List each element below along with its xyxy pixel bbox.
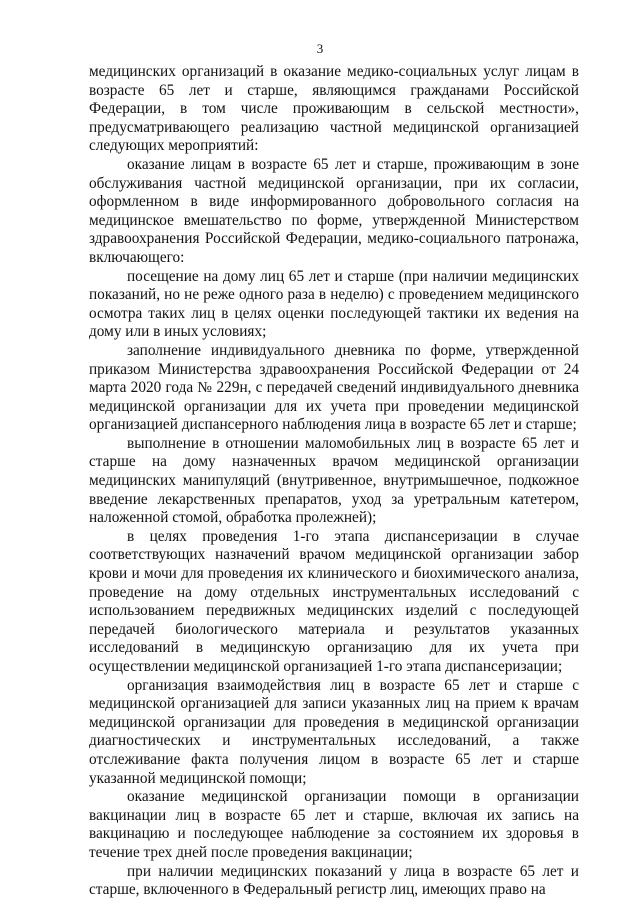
paragraph-continuation: медицинских организаций в оказание медико-социальных услуг лицам в возрасте 65 лет и старше, являющимся гражданами Российской Федерации, в том числе проживающим в сельской местности», предусматривающего реализацию частной медицинской организацией следующих мероприятий: — [89, 63, 579, 155]
paragraph-dispensarization: в целях проведения 1-го этапа диспансеризации в случае соответствующих назначений врачом медицинской организации забор крови и мочи для проведения их клинического и биохимического анализа, проведение на дому отдельных инструментальных исследований с использованием передвижных медицинских изделий с последующей передачей биологического материала и результатов указанных исследований в медицинскую организацию для их учета при осуществлении медицинской организацией 1-го этапа диспансеризации; — [89, 527, 579, 675]
paragraph-interaction: организация взаимодействия лиц в возрасте 65 лет и старше с медицинской организацией для записи указанных лиц на прием к врачам медицинской организации для проведения в медицинской организации диагностических и инструментальных исследований, а также отслеживание факта получения лицом в возрасте 65 лет и старше указанной медицинской помощи; — [89, 676, 579, 787]
document-body — [89, 63, 579, 900]
paragraph-medical-indications: при наличии медицинских показаний у лица в возрасте 65 лет и старше, включенного в Федеральный регистр лиц, имеющих право на — [89, 862, 579, 899]
paragraph-home-visit: посещение на дому лиц 65 лет и старше (при наличии медицинских показаний, но не реже одного раза в неделю) с проведением медицинского осмотра таких лиц в целях оценки последующей тактики их ведения на дому или в иных условиях; — [89, 267, 579, 341]
paragraph-patronage: оказание лицам в возрасте 65 лет и старше, проживающим в зоне обслуживания частной медицинской организации, при их согласии, оформленном в виде информированного добровольного согласия на медицинское вмешательство по форме, утвержденной Министерством здравоохранения Российской Федерации, медико-социального патронажа, включающего: — [89, 155, 579, 266]
paragraph-manipulations: выполнение в отношении маломобильных лиц в возрасте 65 лет и старше на дому назначенных врачом медицинской организации медицинских манипуляций (внутривенное, внутримышечное, подкожное введение лекарственных препаратов, уход за уретральным катетером, наложенной стомой, обработка пролежней); — [89, 434, 579, 527]
paragraph-diary: заполнение индивидуального дневника по форме, утвержденной приказом Министерства здравоохранения Российской Федерации от 24 марта 2020 года № 229н, с передачей сведений индивидуального дневника медицинской организации для их учета при проведении медицинской организацией диспансерного наблюдения лица в возрасте 65 лет и старше; — [89, 341, 579, 434]
paragraph-vaccination: оказание медицинской организации помощи в организации вакцинации лиц в возрасте 65 лет и старше, включая их запись на вакцинацию и последующее наблюдение за состоянием их здоровья в течение трех дней после проведения вакцинации; — [89, 788, 579, 861]
page-number: 3 — [316, 41, 324, 56]
